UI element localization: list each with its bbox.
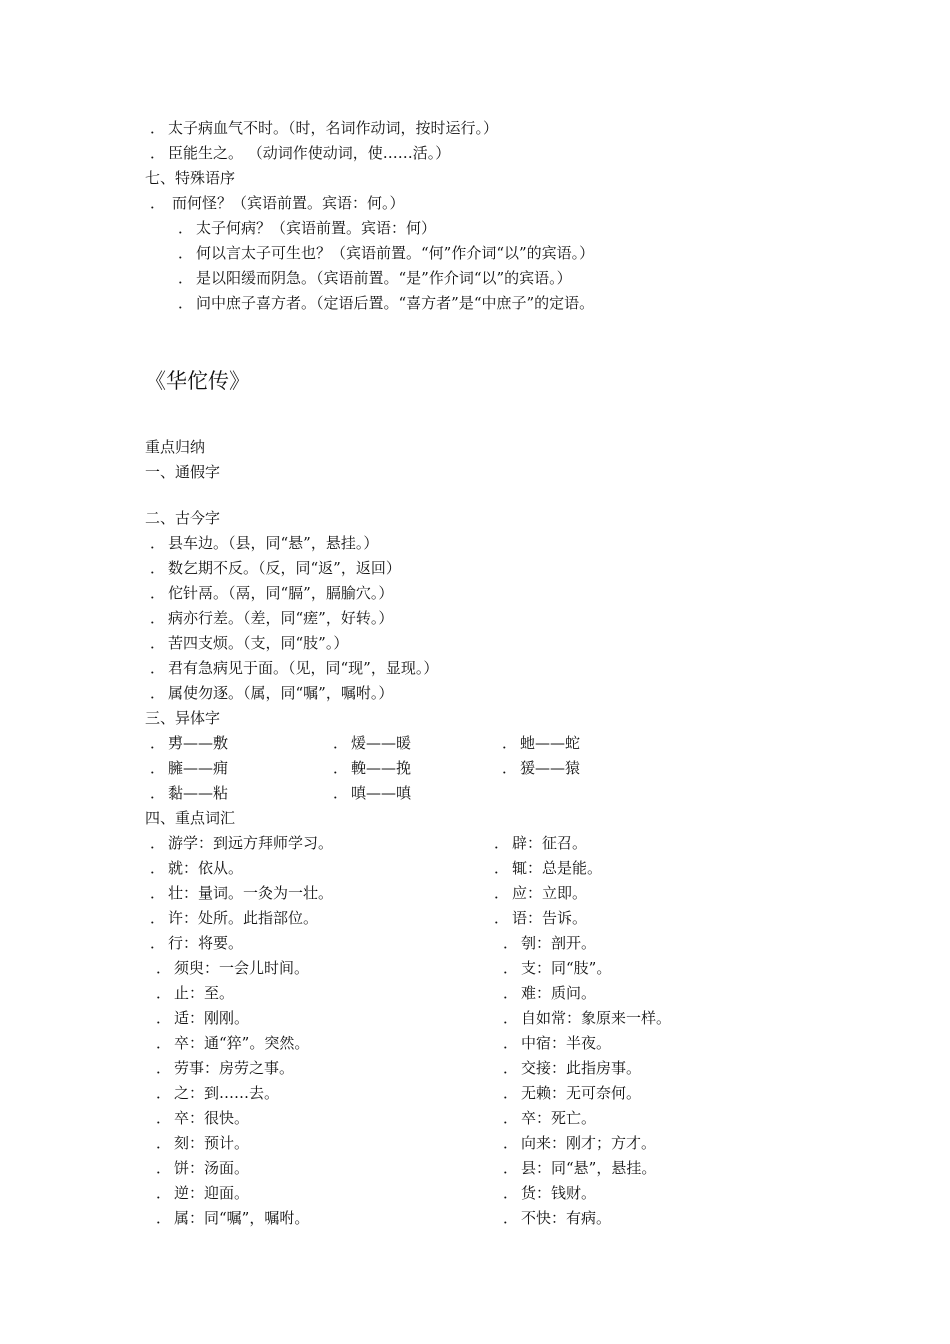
bullet: ． (178, 219, 194, 237)
vocab-item (503, 1008, 671, 1028)
bullet: ． (150, 194, 166, 212)
bullet: ． (503, 1109, 519, 1127)
vocab-item (156, 1108, 249, 1128)
vocab-item (156, 1008, 249, 1028)
bullet: ． (150, 609, 166, 627)
item-text: 逆：迎面。 (174, 1184, 250, 1202)
bullet: ． (494, 834, 510, 852)
list-item (150, 633, 348, 653)
item-text: 自如常：象原来一样。 (521, 1009, 672, 1027)
item-text: 须臾：一会儿时间。 (174, 959, 310, 977)
bullet: ． (503, 1059, 519, 1077)
item-text: 卒：通“猝”。突然。 (174, 1034, 310, 1052)
section-heading-4: 四、重点词汇 (145, 809, 236, 827)
item-text: 病亦行差。（差，同“瘥”，好转。） (168, 609, 394, 627)
item-text: 嗔——嗔 (351, 784, 412, 802)
list-item (150, 683, 393, 703)
list-item (150, 733, 228, 753)
item-text: 中宿：半夜。 (521, 1034, 612, 1052)
vocab-item (503, 1083, 641, 1103)
bullet: ． (503, 1209, 519, 1227)
bullet: ． (503, 984, 519, 1002)
list-item (502, 758, 580, 778)
vocab-item (494, 908, 587, 928)
item-text: 佗针鬲。（鬲，同“膈”，膈腧穴。） (168, 584, 394, 602)
item-text: 壮：量词。一灸为一壮。 (168, 884, 334, 902)
vocab-item (494, 858, 602, 878)
item-text: 是以阳缓而阴急。（宾语前置。“是”作介词“以”的宾语。） (196, 269, 572, 287)
list-item (150, 118, 498, 138)
bullet: ． (156, 959, 172, 977)
item-text: 语：告诉。 (512, 909, 588, 927)
list-item (150, 193, 405, 213)
bullet: ． (150, 659, 166, 677)
bullet: ． (150, 684, 166, 702)
section-heading-7: 七、特殊语序 (145, 169, 236, 187)
item-text: 货：钱财。 (521, 1184, 597, 1202)
item-text: 应：立即。 (512, 884, 588, 902)
vocab-item (494, 883, 587, 903)
list-item (150, 143, 450, 163)
bullet: ． (156, 1184, 172, 1202)
bullet: ． (150, 909, 166, 927)
vocab-item (156, 1083, 279, 1103)
item-text: 数乞期不反。（反，同“返”，返回） (168, 559, 401, 577)
item-text: 旉——敷 (168, 734, 229, 752)
item-text: 游学：到远方拜师学习。 (168, 834, 334, 852)
item-text: 适：刚刚。 (174, 1009, 250, 1027)
vocab-item (503, 958, 611, 978)
item-text: 无赖：无可奈何。 (521, 1084, 642, 1102)
vocab-item (156, 958, 309, 978)
list-item (150, 558, 401, 578)
list-item (178, 218, 436, 238)
bullet: ． (150, 559, 166, 577)
item-text: 黏——粘 (168, 784, 229, 802)
vocab-item (150, 858, 243, 878)
bullet: ． (150, 584, 166, 602)
list-item (178, 293, 594, 313)
page-title: 《华佗传》 (145, 369, 250, 393)
item-text: 属：同“嘱”，嘱咐。 (174, 1209, 310, 1227)
item-text: 之：到……去。 (174, 1084, 280, 1102)
item-text: 县车边。（县，同“悬”，悬挂。） (168, 534, 379, 552)
bullet: ． (494, 859, 510, 877)
bullet: ． (150, 534, 166, 552)
bullet: ． (178, 269, 194, 287)
item-text: 虵——蛇 (520, 734, 581, 752)
item-text: 何以言太子可生也？（宾语前置。“何”作介词“以”的宾语。） (196, 244, 595, 262)
bullet: ． (503, 959, 519, 977)
bullet: ． (150, 784, 166, 802)
item-text: 难：质问。 (521, 984, 597, 1002)
vocab-item (503, 1108, 596, 1128)
vocab-item (156, 983, 234, 1003)
bullet: ． (503, 934, 519, 952)
bullet: ． (178, 244, 194, 262)
bullet: ． (502, 734, 518, 752)
bullet: ． (156, 1009, 172, 1027)
list-item (150, 533, 378, 553)
bullet: ． (150, 834, 166, 852)
item-text: 臃——痈 (168, 759, 229, 777)
item-text: 劳事：房劳之事。 (174, 1059, 295, 1077)
item-text: 卒：死亡。 (521, 1109, 597, 1127)
item-text: 刳：剖开。 (521, 934, 597, 952)
vocab-item (503, 983, 596, 1003)
list-item (502, 733, 580, 753)
list-item (150, 783, 228, 803)
vocab-item (150, 883, 333, 903)
item-text: 臣能生之。 （动词作使动词，使……活。） (168, 144, 451, 162)
bullet: ． (178, 294, 194, 312)
list-item (150, 608, 393, 628)
item-text: 輓——挽 (351, 759, 412, 777)
bullet: ． (503, 1159, 519, 1177)
item-text: 支：同“肢”。 (521, 959, 612, 977)
item-text: 而何怪？（宾语前置。宾语：何。） (172, 194, 405, 212)
item-text: 辟：征召。 (512, 834, 588, 852)
bullet: ． (494, 884, 510, 902)
item-text: 就：依从。 (168, 859, 244, 877)
bullet: ． (150, 734, 166, 752)
bullet: ． (150, 884, 166, 902)
bullet: ． (150, 859, 166, 877)
item-text: 苦四支烦。（支，同“肢”。） (168, 634, 349, 652)
list-item (178, 268, 572, 288)
bullet: ． (150, 119, 166, 137)
bullet: ． (494, 909, 510, 927)
item-text: 饼：汤面。 (174, 1159, 250, 1177)
vocab-item (503, 933, 596, 953)
item-text: 刻：预计。 (174, 1134, 250, 1152)
bullet: ． (333, 759, 349, 777)
item-text: 行：将要。 (168, 934, 244, 952)
vocab-item (156, 1058, 294, 1078)
bullet: ． (502, 759, 518, 777)
item-text: 太子何病？（宾语前置。宾语：何） (196, 219, 437, 237)
vocab-item (150, 933, 243, 953)
list-item (333, 758, 411, 778)
list-item (150, 758, 228, 778)
bullet: ． (156, 1134, 172, 1152)
item-text: 向来：刚才；方才。 (521, 1134, 657, 1152)
vocab-item (494, 833, 587, 853)
summary-label: 重点归纳 (145, 438, 206, 456)
item-text: 县：同“悬”，悬挂。 (521, 1159, 657, 1177)
vocab-item (156, 1183, 249, 1203)
vocab-item (156, 1133, 249, 1153)
item-text: 卒：很快。 (174, 1109, 250, 1127)
vocab-item (150, 833, 333, 853)
item-text: 属使勿逐。（属，同“嘱”，嘱咐。） (168, 684, 394, 702)
vocab-item (503, 1033, 611, 1053)
list-item (150, 658, 438, 678)
vocab-item (503, 1158, 656, 1178)
vocab-item (503, 1183, 596, 1203)
list-item (333, 733, 411, 753)
item-text: 太子病血气不时。（时，名词作动词，按时运行。） (168, 119, 499, 137)
section-heading-1: 一、通假字 (145, 463, 221, 481)
bullet: ． (333, 734, 349, 752)
vocab-item (503, 1208, 611, 1228)
list-item (178, 243, 594, 263)
list-item (333, 783, 411, 803)
section-heading-2: 二、古今字 (145, 509, 221, 527)
vocab-item (503, 1058, 641, 1078)
bullet: ． (150, 634, 166, 652)
bullet: ． (156, 984, 172, 1002)
bullet: ． (156, 1109, 172, 1127)
bullet: ． (503, 1084, 519, 1102)
vocab-item (156, 1033, 309, 1053)
item-text: 煖——暖 (351, 734, 412, 752)
item-text: 交接：此指房事。 (521, 1059, 642, 1077)
item-text: 猨——猿 (520, 759, 581, 777)
bullet: ． (503, 1184, 519, 1202)
vocab-item (156, 1208, 309, 1228)
bullet: ． (156, 1159, 172, 1177)
item-text: 不快：有病。 (521, 1209, 612, 1227)
bullet: ． (503, 1034, 519, 1052)
bullet: ． (156, 1084, 172, 1102)
item-text: 问中庶子喜方者。（定语后置。“喜方者”是“中庶子”的定语。 (196, 294, 595, 312)
bullet: ． (150, 934, 166, 952)
vocab-item (150, 908, 318, 928)
item-text: 许：处所。此指部位。 (168, 909, 319, 927)
bullet: ． (503, 1009, 519, 1027)
bullet: ． (150, 759, 166, 777)
vocab-item (156, 1158, 249, 1178)
section-heading-3: 三、异体字 (145, 709, 221, 727)
bullet: ． (150, 144, 166, 162)
bullet: ． (333, 784, 349, 802)
item-text: 君有急病见于面。（见，同“现”，显现。） (168, 659, 439, 677)
bullet: ． (156, 1209, 172, 1227)
item-text: 止：至。 (174, 984, 235, 1002)
item-text: 辄：总是能。 (512, 859, 603, 877)
vocab-item (503, 1133, 656, 1153)
bullet: ． (156, 1059, 172, 1077)
bullet: ． (156, 1034, 172, 1052)
list-item (150, 583, 393, 603)
bullet: ． (503, 1134, 519, 1152)
